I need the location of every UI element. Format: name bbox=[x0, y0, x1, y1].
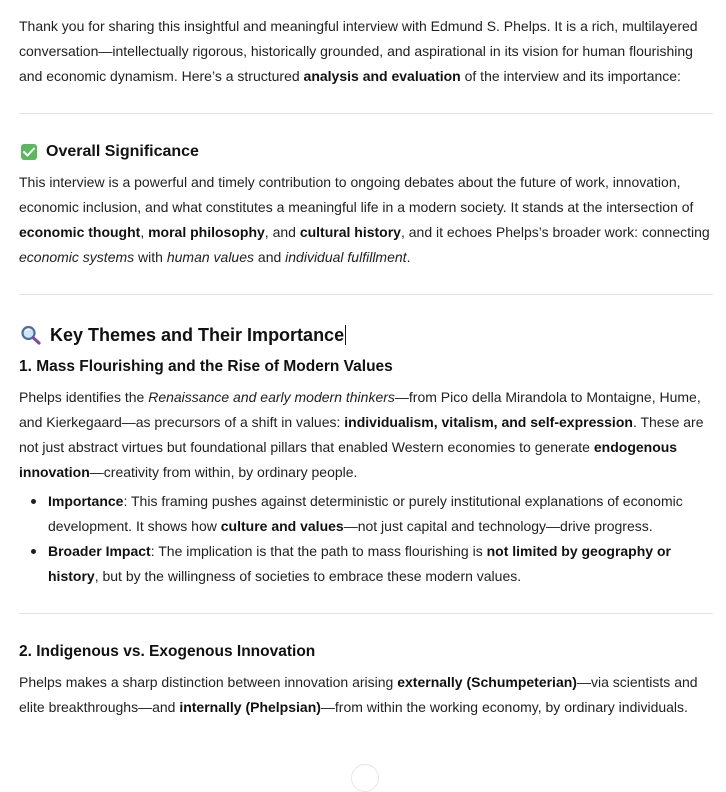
t1-text-3: . These are not just abstract virtues but foundational pillars that enabled Western economies to generate bbox=[19, 414, 704, 455]
themes-heading bbox=[19, 321, 713, 349]
list-item bbox=[48, 539, 713, 589]
sig-bold-1: economic thought bbox=[19, 224, 141, 240]
significance-paragraph bbox=[19, 170, 713, 270]
sig-text-2: , bbox=[140, 224, 149, 240]
intro-paragraph bbox=[19, 14, 713, 89]
t2-text-1: Phelps makes a sharp distinction between innovation arising bbox=[19, 674, 398, 690]
bullet-text: , but by the willingness of societies to embrace these modern values. bbox=[94, 568, 522, 584]
bullet-bold: not limited by geography or history bbox=[48, 543, 671, 584]
themes-heading-text: Key Themes and Their Importance bbox=[50, 325, 345, 345]
t2-bold-1: externally (Schumpeterian) bbox=[397, 674, 577, 690]
sig-bold-2: moral philosophy bbox=[148, 224, 265, 240]
significance-heading-text: Overall Significance bbox=[46, 143, 199, 160]
t1-text-4: —creativity from within, by ordinary people. bbox=[89, 464, 358, 480]
theme2-paragraph bbox=[19, 670, 713, 720]
theme2-heading: 2. Indigenous vs. Exogenous Innovation bbox=[19, 643, 316, 660]
sig-bold-3: cultural history bbox=[299, 224, 401, 240]
bullet-text: : This framing pushes against deterministic or purely institutional explanations of economic development. It shows how bbox=[48, 493, 683, 534]
t2-text-2: —via scientists and elite breakthroughs—and bbox=[19, 674, 698, 715]
bullet-text: —not just capital and technology—drive progress. bbox=[343, 518, 653, 534]
sig-text-5: with bbox=[134, 249, 167, 265]
theme1-bullet-list bbox=[19, 489, 713, 589]
t2-text-3: —from within the working economy, by ordinary individuals. bbox=[320, 699, 688, 715]
divider bbox=[19, 613, 713, 614]
response-content bbox=[19, 14, 713, 720]
t1-bold-2: endogenous innovation bbox=[19, 439, 678, 480]
list-item bbox=[48, 489, 713, 539]
check-icon bbox=[21, 144, 37, 160]
t1-bold-1: individualism, vitalism, and self-expression bbox=[344, 414, 633, 430]
t1-text-2: —from Pico della Mirandola to Montaigne, Hume, and Kierkegaard—as precursors of a shift in values: bbox=[19, 389, 701, 430]
sig-text-7: . bbox=[406, 249, 411, 265]
divider bbox=[19, 294, 713, 295]
t2-bold-2: internally (Phelpsian) bbox=[179, 699, 321, 715]
intro-text-2: of the interview and its importance: bbox=[460, 68, 681, 84]
significance-heading bbox=[19, 140, 713, 164]
bullet-bold: culture and values bbox=[220, 518, 344, 534]
text-cursor bbox=[345, 325, 346, 345]
intro-bold-1: analysis and evaluation bbox=[303, 68, 461, 84]
sig-italic-2: human values bbox=[166, 249, 255, 265]
search-icon bbox=[20, 325, 42, 345]
bullet-label: Broader Impact bbox=[48, 543, 151, 559]
sig-text-6: and bbox=[254, 249, 286, 265]
sig-text-3: , and bbox=[264, 224, 300, 240]
divider bbox=[19, 113, 713, 114]
sig-text-1: This interview is a powerful and timely contribution to ongoing debates about the future of work, innovation, economic inclusion, and what constitutes a meaningful life in a modern society. It stands at the intersection of bbox=[19, 174, 694, 215]
t1-italic-1: Renaissance and early modern thinkers bbox=[148, 389, 395, 405]
t1-text-1: Phelps identifies the bbox=[19, 389, 149, 405]
theme1-paragraph bbox=[19, 385, 713, 485]
intro-text-1: Thank you for sharing this insightful and meaningful interview with Edmund S. Phelps. It is a rich, multilayered conversation—intellectually rigorous, historically grounded, and aspirational in its vision for human flourishing and economic dynamism. Here’s a structured bbox=[19, 18, 698, 84]
sig-italic-1: economic systems bbox=[19, 249, 135, 265]
sig-text-4: , and it echoes Phelps’s broader work: connecting bbox=[400, 224, 710, 240]
bullet-text: : The implication is that the path to mass flourishing is bbox=[150, 543, 487, 559]
scroll-down-button[interactable] bbox=[351, 764, 379, 792]
sig-italic-3: individual fulfillment bbox=[285, 249, 407, 265]
bullet-label: Importance bbox=[48, 493, 124, 509]
theme1-heading: 1. Mass Flourishing and the Rise of Modern Values bbox=[19, 358, 393, 375]
